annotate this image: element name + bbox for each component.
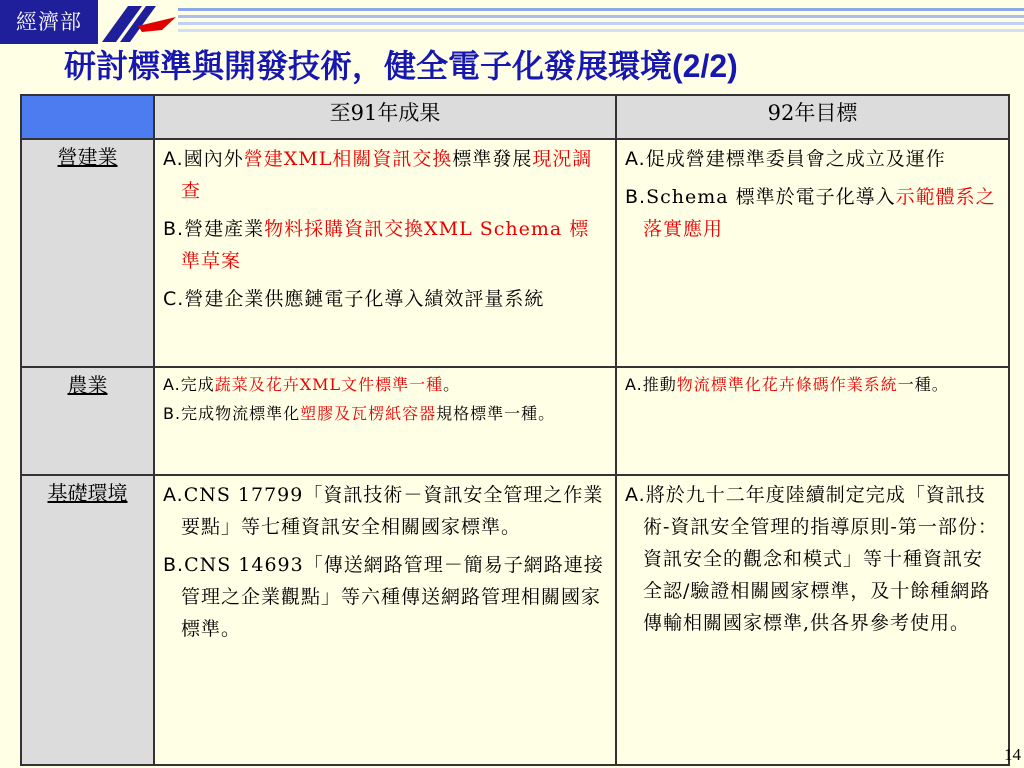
results-item	[163, 371, 609, 398]
title-main: 研討標準與開發技術，健全電子化發展環境	[64, 47, 673, 85]
results-item	[163, 213, 609, 277]
results-cell	[154, 475, 616, 765]
targets-item	[625, 143, 1002, 175]
moea-logo-icon	[98, 0, 182, 44]
item-letter: A.	[625, 375, 643, 394]
item-letter: A.	[625, 148, 646, 170]
highlight-text: 蔬菜及花卉XML文件標準一種	[214, 375, 444, 394]
results-cell	[154, 367, 616, 475]
item-text: 。	[443, 375, 461, 394]
targets-item	[625, 371, 1002, 398]
highlight-text: 現況調查	[181, 148, 593, 202]
category-cell: 農業	[21, 367, 154, 475]
item-letter: B.	[163, 554, 185, 576]
results-item	[163, 549, 609, 645]
results-item	[163, 143, 609, 207]
item-text: 促成營建標準委員會之成立及運作	[645, 148, 946, 170]
title-suffix: (2/2)	[672, 48, 738, 84]
item-text: Schema 標準於電子化導入	[646, 186, 896, 208]
item-letter: A.	[163, 484, 184, 506]
targets-cell	[616, 139, 1009, 367]
corner-cell	[21, 95, 154, 139]
item-text: 完成物流標準化	[181, 404, 301, 423]
table-header-row	[21, 95, 1009, 139]
item-text: 推動	[642, 375, 677, 394]
item-text: CNS 17799「資訊技術－資訊安全管理之作業要點」等七種資訊安全相關國家標準。	[181, 484, 604, 538]
item-text: 國內外	[183, 148, 244, 170]
item-text: CNS 14693「傳送網路管理－簡易子網路連接管理之企業觀點」等六種傳送網路管理相關國家標準。	[181, 554, 604, 640]
results-cell	[154, 139, 616, 367]
results-item	[163, 479, 609, 543]
category-cell: 營建業	[21, 139, 154, 367]
highlight-text: 營建XML相關資訊交換	[243, 148, 453, 170]
standards-table	[20, 94, 1010, 766]
targets-item	[625, 181, 1002, 245]
highlight-text: 塑膠及瓦楞紙容器	[300, 404, 437, 423]
item-text: 規格標準一種。	[436, 404, 556, 423]
targets-item	[625, 479, 1002, 639]
page-number: 14	[1004, 745, 1021, 764]
targets-cell	[616, 475, 1009, 765]
header-stripes	[178, 8, 1024, 38]
targets-cell	[616, 367, 1009, 475]
item-letter: A.	[163, 148, 184, 170]
item-letter: C.	[163, 288, 185, 310]
item-letter: B.	[625, 186, 647, 208]
highlight-text: 物料採購資訊交換XML Schema 標準草案	[181, 218, 590, 272]
table-row	[21, 367, 1009, 475]
table-row	[21, 139, 1009, 367]
ministry-label: 經濟部	[0, 0, 98, 44]
item-text: 一種。	[897, 375, 949, 394]
category-cell: 基礎環境	[21, 475, 154, 765]
item-text: 營建企業供應鏈電子化導入績效評量系統	[184, 288, 545, 310]
item-letter: B.	[163, 218, 185, 240]
item-letter: B.	[163, 404, 182, 423]
item-text: 營建產業	[184, 218, 265, 240]
slide-title	[64, 46, 984, 86]
column-header-results: 至91年成果	[154, 95, 616, 139]
item-text: 完成	[180, 375, 215, 394]
item-letter: A.	[625, 484, 646, 506]
table-row	[21, 475, 1009, 765]
results-item	[163, 283, 609, 315]
column-header-targets: 92年目標	[616, 95, 1009, 139]
highlight-text: 物流標準化花卉條碼作業系統	[676, 375, 898, 394]
highlight-text: 示範體系之落實應用	[643, 186, 996, 240]
results-item	[163, 400, 609, 427]
item-letter: A.	[163, 375, 181, 394]
item-text: 標準發展	[452, 148, 533, 170]
item-text: 將於九十二年度陸續制定完成「資訊技術-資訊安全管理的指導原則-第一部份：資訊安全的觀念和模式」等十種資訊安全認/驗證相關國家標準，及十餘種網路傳輸相關國家標準,供各界參考使用。	[643, 484, 998, 634]
